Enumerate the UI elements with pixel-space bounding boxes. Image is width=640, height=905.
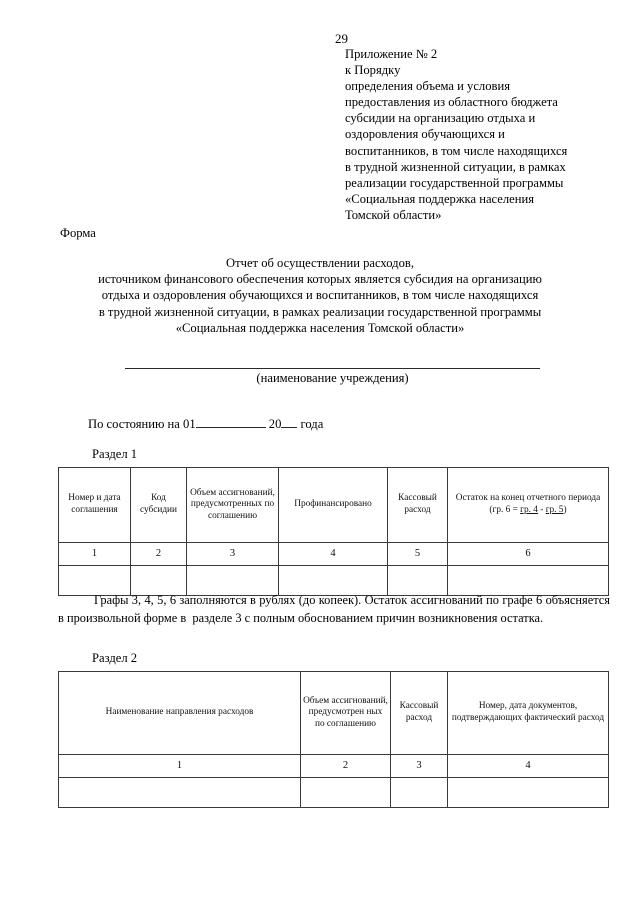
title-line-5: «Социальная поддержка населения Томской области» [175, 320, 465, 335]
appendix-line-6: оздоровления обучающихся и [345, 127, 505, 142]
table-2-cell-2[interactable] [301, 778, 391, 808]
table-2-colnum-4: 4 [448, 755, 609, 778]
table-header-row [59, 672, 609, 755]
table-1-colnum-6: 6 [448, 543, 609, 566]
table-2-header-3: Кассовый расход [391, 672, 448, 755]
institution-name-blank-rule[interactable] [125, 368, 540, 369]
title-line-3: отдыха и оздоровления обучающихся и воспитанников, в том числе находящихся [101, 288, 539, 303]
header-6-before: Остаток на конец отчетного периода (гр. 6 = [455, 493, 601, 515]
appendix-line-2: к Порядку [345, 63, 401, 78]
appendix-line-7: воспитанников, в том числе находящихся [345, 143, 568, 158]
table-row [59, 778, 609, 808]
table-2-cell-3[interactable] [391, 778, 448, 808]
as-of-date-line [88, 415, 323, 432]
table-2-header-1: Наименование направления расходов [59, 672, 301, 755]
paragraph-part-b: разделе 3 с полным обоснованием причин возникновения остатка. [192, 611, 544, 626]
appendix-header-block [345, 46, 625, 223]
appendix-line-1: Приложение № 2 [345, 47, 438, 61]
table-1-header-6 [448, 468, 609, 543]
table-2-cell-4[interactable] [448, 778, 609, 808]
section-2-label: Раздел 2 [92, 651, 138, 665]
title-line-1: Отчет об осуществлении расходов, [226, 256, 414, 270]
appendix-line-3: определения объема и условия [345, 79, 510, 94]
header-6-ref-gr5: гр. 5 [545, 505, 564, 515]
table-2-colnum-1: 1 [59, 755, 301, 778]
appendix-line-11: Томской области» [345, 207, 442, 222]
table-1-colnum-2: 2 [131, 543, 187, 566]
table-1-colnum-3: 3 [187, 543, 279, 566]
section-1-label: Раздел 1 [92, 447, 138, 461]
appendix-line-10: «Социальная поддержка населения [345, 191, 535, 206]
header-6-after: ) [563, 505, 567, 515]
appendix-line-8: в трудной жизненной ситуации, в рамках [345, 159, 566, 174]
page-number: 29 [335, 31, 348, 46]
title-line-4: в трудной жизненной ситуации, в рамках реализации государственной программы [98, 304, 542, 319]
table-1-colnum-4: 4 [279, 543, 388, 566]
month-blank-field[interactable] [196, 415, 266, 428]
year-blank-field[interactable] [281, 415, 297, 428]
table-1-header-2: Код субсидии [131, 468, 187, 543]
title-line-2: источником финансового обеспечения которых является субсидия на организацию [98, 272, 542, 287]
as-of-middle: 20 [265, 417, 282, 431]
table-header-row [59, 468, 609, 543]
appendix-line-5: субсидии на организацию отдыха и [345, 111, 536, 126]
appendix-line-9: реализации государственной программы [345, 175, 564, 190]
form-label: Форма [60, 226, 96, 240]
table-1-header-3: Объем ассигнований, предусмотренных по соглашению [187, 468, 279, 543]
as-of-suffix: года [297, 417, 324, 431]
table-2-header-4: Номер, дата документов, подтверждающих фактический расход [448, 672, 609, 755]
explanatory-paragraph [58, 591, 610, 627]
table-row [59, 543, 609, 566]
header-6-ref-gr4: гр. 4 [520, 505, 538, 515]
section-2-table [58, 671, 609, 808]
as-of-prefix: По состоянию на 01 [88, 417, 196, 431]
header-6-between: - [537, 505, 546, 515]
document-title [45, 255, 595, 336]
section-1-table [58, 467, 609, 596]
table-1-header-4: Профинансировано [279, 468, 388, 543]
table-2-colnum-3: 3 [391, 755, 448, 778]
table-1-header-5: Кассовый расход [388, 468, 448, 543]
table-2-colnum-2: 2 [301, 755, 391, 778]
table-1-colnum-1: 1 [59, 543, 131, 566]
table-row [59, 755, 609, 778]
table-1-header-1: Номер и дата соглашения [59, 468, 131, 543]
table-1-colnum-5: 5 [388, 543, 448, 566]
table-2-cell-1[interactable] [59, 778, 301, 808]
table-2-header-2: Объем ассигнований, предусмотрен ных по соглашению [301, 672, 391, 755]
paragraph-part-a: Графы 3, 4, 5, 6 заполняются в рублях (до копеек). Остаток ассигнований по графе 6 объясняется в произвольной форме в [58, 593, 610, 626]
appendix-line-4: предоставления из областного бюджета [345, 95, 558, 110]
institution-name-caption: (наименование учреждения) [256, 371, 409, 385]
